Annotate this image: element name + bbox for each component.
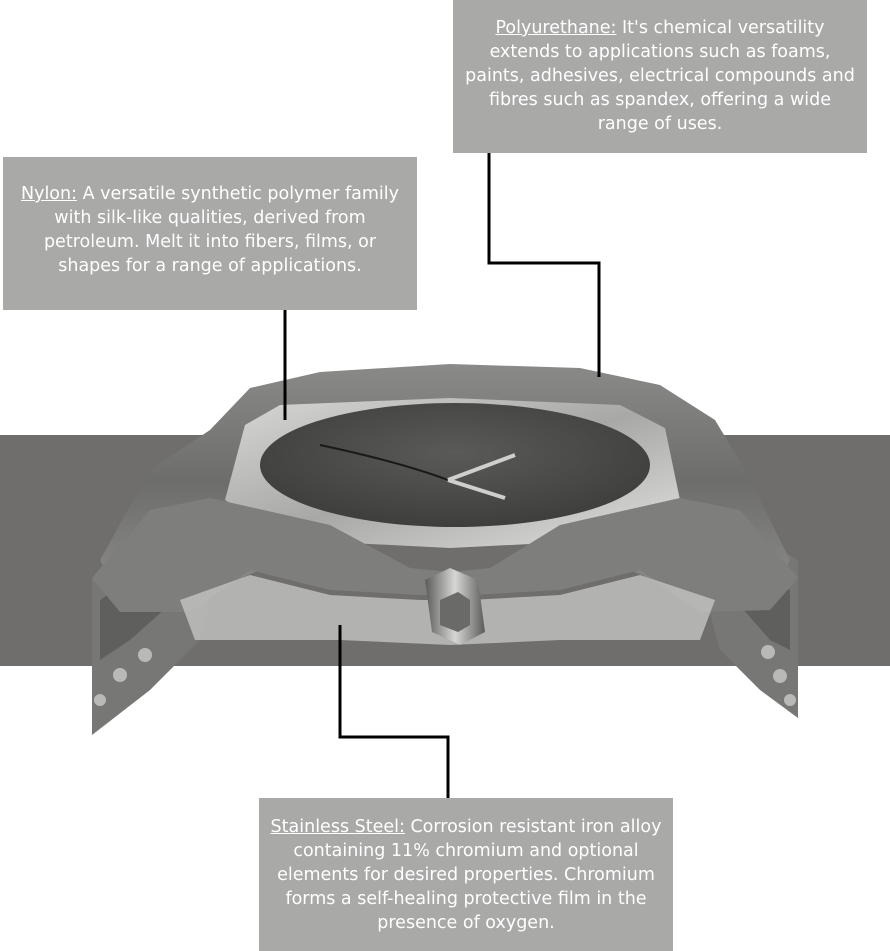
callout-stainless-steel (259, 798, 673, 951)
leader-line-stainless-steel (340, 625, 448, 798)
callout-term-stainless-steel: Stainless Steel: (270, 817, 405, 837)
callout-text-polyurethane: It's chemical versatility extends to applications such as foams, paints, adhesives, electrical compounds and fibres such as spandex, offering a wide range of uses. (465, 18, 855, 134)
callout-term-nylon: Nylon: (21, 184, 78, 204)
callout-text-nylon: A versatile synthetic polymer family with silk-like qualities, derived from petroleum. Melt it into fibers, films, or shapes for a range of applications. (43, 184, 399, 276)
callout-text-stainless-steel: Corrosion resistant iron alloy containing 11% chromium and optional elements for desired properties. Chromium forms a self-healing protective film in the presence of oxygen. (277, 817, 662, 933)
leader-line-polyurethane (489, 153, 599, 377)
callout-polyurethane (453, 0, 867, 153)
callout-term-polyurethane: Polyurethane: (495, 18, 617, 38)
callout-nylon (3, 157, 417, 310)
